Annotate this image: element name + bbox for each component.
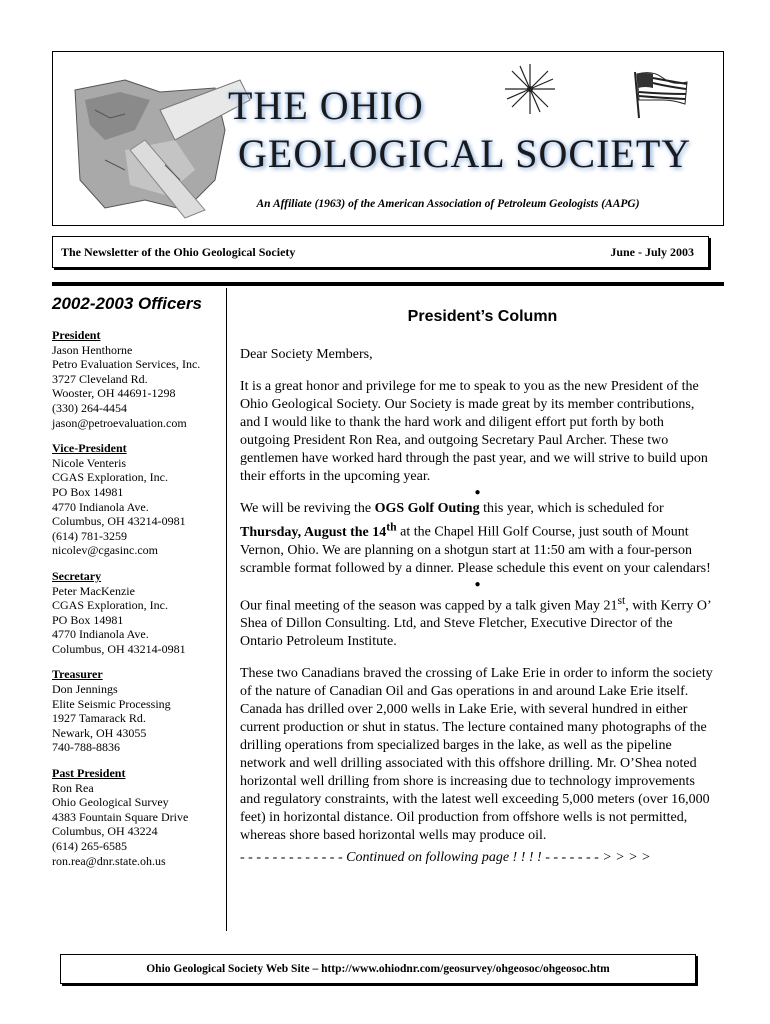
officer-detail: Ohio Geological Survey — [52, 795, 169, 810]
officer-detail: ron.rea@dnr.state.oh.us — [52, 853, 166, 868]
officer-block — [52, 569, 222, 657]
officer-detail: 4770 Indianola Ave. — [52, 499, 149, 514]
officer-detail: (330) 264-4454 — [52, 400, 127, 415]
officer-detail: Newark, OH 43055 — [52, 725, 147, 740]
officer-detail: Ron Rea — [52, 780, 94, 795]
officer-detail: Nicole Venteris — [52, 455, 127, 470]
officer-detail: PO Box 14981 — [52, 484, 124, 499]
officer-detail: jason@petroevaluation.com — [52, 415, 187, 430]
officer-role: Secretary — [52, 568, 102, 583]
officer-role: President — [52, 328, 101, 342]
column-divider — [226, 288, 227, 931]
officer-detail: 4383 Fountain Square Drive — [52, 809, 189, 824]
column-heading: President’s Column — [407, 308, 558, 325]
officer-block — [52, 667, 222, 755]
officers-sidebar — [52, 294, 222, 879]
golf-outing-highlight: OGS Golf Outing — [374, 501, 480, 516]
officer-role: Past President — [52, 766, 126, 781]
officer-detail: Petro Evaluation Services, Inc. — [52, 357, 201, 372]
section-divider — [52, 282, 724, 286]
salutation: Dear Society Members, — [240, 347, 373, 362]
officer-detail: nicolev@cgasinc.com — [52, 543, 159, 558]
golf-date-highlight: Thursday, August the 14th — [240, 520, 397, 540]
officer-detail: Wooster, OH 44691-1298 — [52, 386, 176, 401]
bullet-separator: ● — [474, 487, 481, 498]
officer-detail: Columbus, OH 43214-0981 — [52, 514, 186, 529]
masthead — [52, 51, 724, 226]
firework-icon — [503, 62, 558, 117]
officer-detail: CGAS Exploration, Inc. — [52, 470, 168, 485]
officer-detail: (614) 265-6585 — [52, 839, 127, 853]
officer-detail: 3727 Cleveland Rd. — [52, 371, 148, 386]
title-line-1: THE OHIO — [228, 83, 424, 128]
officer-block — [52, 328, 222, 430]
continued-note: - - - - - - - - - - - - - Continued on following page ! ! ! ! - - - - - - - > > > > — [240, 850, 651, 866]
officer-detail: Elite Seismic Processing — [52, 696, 171, 711]
officer-detail: CGAS Exploration, Inc. — [52, 598, 168, 613]
officer-role: Vice-President — [52, 441, 127, 456]
newsletter-name: The Newsletter of the Ohio Geological Society — [61, 245, 296, 259]
paragraph-3: Our final meeting of the season was capped by a talk given May 21st, with Kerry O’ Shea of Dillon Consulting. Ltd, and Steve Fletcher, Executive Director of the Ontario Petroleum Institute. — [240, 593, 711, 650]
officer-detail: 740-788-8836 — [52, 740, 120, 755]
american-flag-icon — [633, 70, 689, 120]
officer-detail: 4770 Indianola Ave. — [52, 627, 149, 642]
presidents-column — [240, 308, 715, 867]
officer-role: Treasurer — [52, 667, 103, 682]
officer-block — [52, 766, 222, 868]
paragraph-2: We will be reviving the OGS Golf Outing this year, which is scheduled for Thursday, August the 14th at the Chapel Hill Golf Course, just south of Mount Vernon, Ohio. We are planning on a shotgun start at 11:50 am with a four-person scramble format followed by a dinner. Please schedule this event on your calendars! — [240, 501, 711, 576]
officers-list — [52, 328, 222, 868]
officer-detail: Columbus, OH 43224 — [52, 824, 158, 839]
officer-block — [52, 441, 222, 558]
officer-detail: Columbus, OH 43214-0981 — [52, 641, 186, 656]
affiliate-line: An Affiliate (1963) of the American Association of Petroleum Geologists (AAPG) — [256, 198, 640, 210]
issue-date: June - July 2003 — [610, 245, 694, 259]
officer-detail: Peter MacKenzie — [52, 583, 135, 598]
title-line-2: GEOLOGICAL SOCIETY — [238, 131, 692, 176]
officer-detail: Jason Henthorne — [52, 342, 133, 357]
paragraph-1: It is a great honor and privilege for me to speak to you as the new President of the Ohio Geological Society. Our Society is made great by its member contributions, and I would like to thank the hard work and diligent effort put forth by both outgoing President Ron Rea, and outgoing Secretary Paul Archer. These two gentlemen have worked hard through the past year, and we will strive to build upon their efforts in the upcoming year. — [240, 379, 708, 484]
officer-detail: Don Jennings — [52, 682, 118, 697]
officer-detail: (614) 781-3259 — [52, 528, 127, 543]
newsletter-bar — [52, 236, 709, 268]
officer-detail: 1927 Tamarack Rd. — [52, 711, 146, 726]
officer-detail: PO Box 14981 — [52, 612, 124, 627]
paragraph-4: These two Canadians braved the crossing of Lake Erie in order to inform the society of the nature of Canadian Oil and Gas operations in and around Lake Erie itself. Canada has drilled over 2,000 wells in Lake Erie, with several hundred in either current production or shut in status. The lecture contained many photographs of the drilling operations from specialized barges in the lake, as well as the pipeline network and well drilling associated with this offshore drilling. Mr. O’Shea noted horizontal well drilling from shore is increasing due to technology improvements and regulatory constraints, with the latest well exceeding 5,000 meters (over 16,000 feet) in horizontal distance. Oil production from offshore wells is not permitted, whereas shore based horizontal wells may produce oil. — [240, 666, 713, 844]
bullet-separator: ● — [474, 578, 481, 590]
officers-heading: 2002-2003 Officers — [52, 294, 202, 313]
website-footer: Ohio Geological Society Web Site – http://www.ohiodnr.com/geosurvey/ohgeosoc/ohgeosoc.htm — [60, 954, 696, 984]
